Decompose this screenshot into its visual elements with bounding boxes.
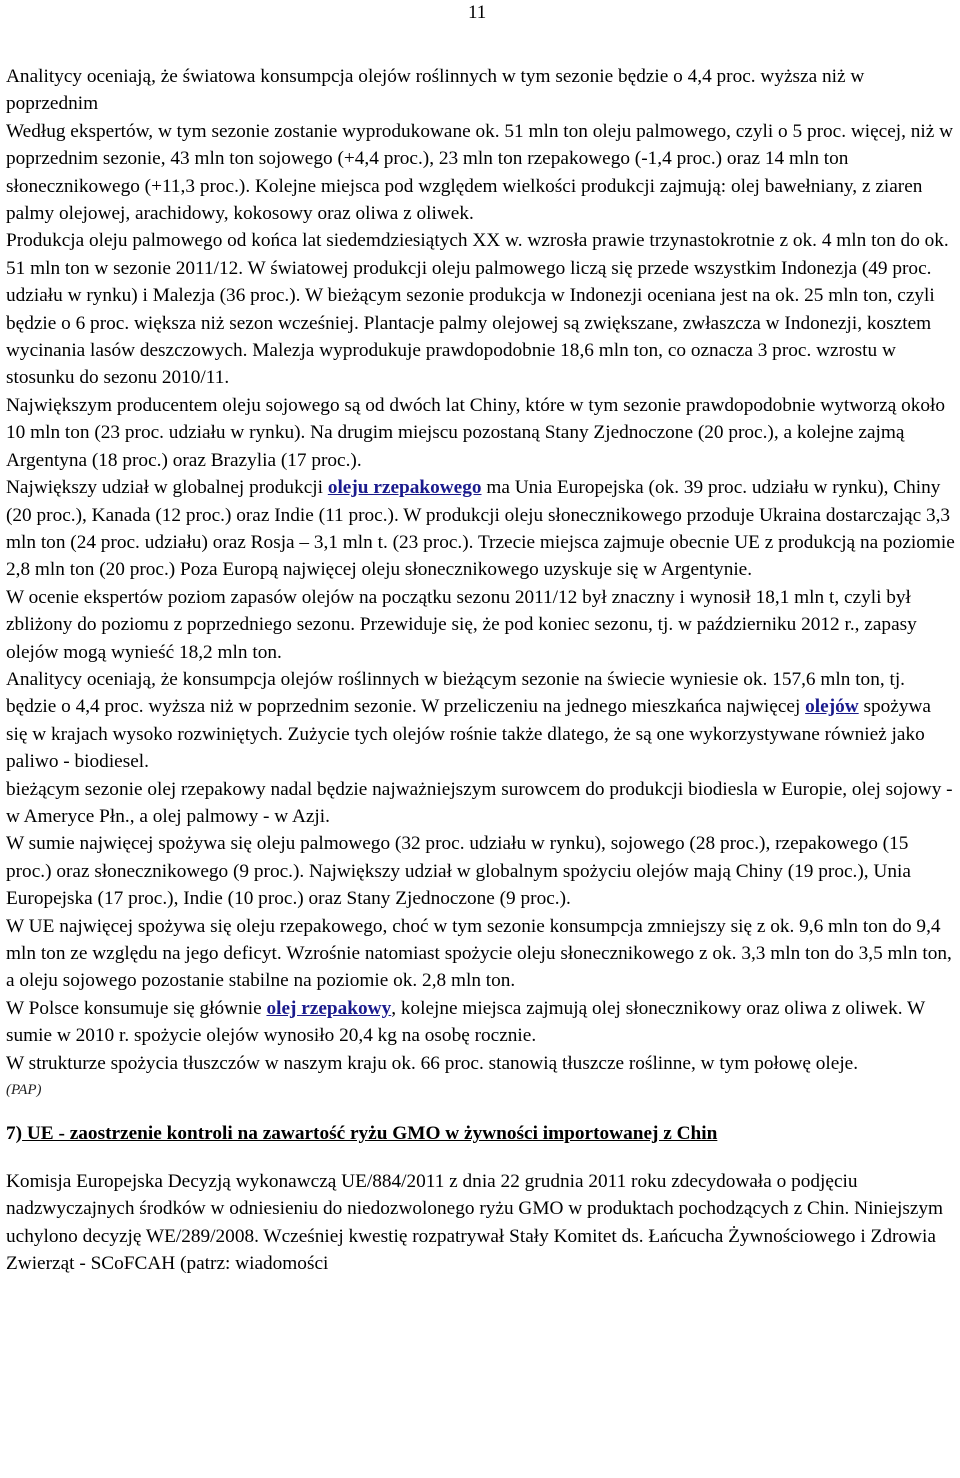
section-number: 7) xyxy=(6,1123,23,1145)
paragraph-consumption-intro: Analitycy oceniają, że światowa konsumpcja olejów roślinnych w tym sezonie będzie o 4,4 proc. wyższa niż w poprzednim xyxy=(6,66,865,115)
text-segment: Analitycy oceniają, że konsumpcja olejów roślinnych w bieżącym sezonie na świecie wyniesie ok. 157,6 mln ton, tj. będzie o 4,4 proc. wyższa niż w poprzednim sezonie. W przeliczeniu na jednego mieszkańca najwięcej xyxy=(6,668,906,718)
section-title: UE - zaostrzenie kontroli na zawartość ryżu GMO w żywności importowanej z Chin xyxy=(22,1123,718,1145)
paragraph-gmo-rice: Komisja Europejska Decyzją wykonawczą UE/884/2011 z dnia 22 grudnia 2011 roku zdecydowała o podjęciu nadzwyczajnych środków w odniesieniu do niedozwolonego ryżu GMO w produktach pochodzących z Chin. Niniejszym uchylono decyzję WE/289/2008. Wcześniej kwestię rozpatrywał Stały Komitet ds. Łańcucha Żywnościowego i Zdrowia Zwierząt - SCoFCAH (patrz: wiadomości xyxy=(6,1170,944,1275)
text-segment: , kolejne miejsca zajmują olej słonecznikowy oraz oliwa z oliwek. W sumie w 2010 r. spożycie olejów wynosiło 20,4 kg na osobę rocznie. xyxy=(6,997,925,1047)
source-credit: (PAP) xyxy=(6,1082,42,1099)
paragraph-consumption xyxy=(6,666,956,776)
paragraph-consumption-shares: W sumie najwięcej spożywa się oleju palmowego (32 proc. udziału w rynku), sojowego (28 proc.), rzepakowego (15 proc.) oraz słonecznikowego (9 proc.). Największy udział w globalnym spożyciu olejów mają Chiny (19 proc.), Unia Europejska (17 proc.), Indie (10 proc.) oraz Stany Zjednoczone (9 proc.). xyxy=(6,833,911,910)
paragraph-eu-consumption: W UE najwięcej spożywa się oleju rzepakowego, choć w tym sezonie konsumpcja zmniejszy się z ok. 9,6 mln ton do 9,4 mln ton ze względu na jego deficyt. Wzrośnie natomiast spożycie oleju słonecznikowego z ok. 3,3 mln ton do 3,5 mln ton, a oleju sojowego pozostanie stabilne na poziomie ok. 2,8 mln ton. xyxy=(6,915,952,992)
text-segment: W Polsce konsumuje się głównie xyxy=(6,997,267,1019)
paragraph-stocks: W ocenie ekspertów poziom zapasów olejów na początku sezonu 2011/12 był znaczny i wynosił 18,1 mln t, czyli był zbliżony do poziomu z poprzedniego sezonu. Przewiduje się, że pod koniec sezonu, tj. w październiku 2012 r., zapasy olejów mogą wynieść 18,2 mln ton. xyxy=(6,586,917,663)
link-olej-rzepakowy-pl[interactable]: olej rzepakowy xyxy=(266,997,392,1019)
paragraph-production-forecast: Według ekspertów, w tym sezonie zostanie wyprodukowane ok. 51 mln ton oleju palmowego, czyli o 5 proc. więcej, niż w poprzednim sezonie, 43 mln ton sojowego (+4,4 proc.), 23 mln ton rzepakowego (-1,4 proc.) oraz 14 mln ton słonecznikowego (+11,3 proc.). Kolejne miejsca pod względem wielkości produkcji zajmują: olej bawełniany, z ziaren palmy olejowej, arachidowy, kokosowy oraz oliwa z oliwek. xyxy=(6,120,954,225)
paragraph-biodiesel: bieżącym sezonie olej rzepakowy nadal będzie najważniejszym surowcem do produkcji biodiesla w Europie, olej sojowy - w Ameryce Płn., a olej palmowy - w Azji. xyxy=(6,778,953,827)
section-heading xyxy=(6,1120,956,1147)
text-segment: ma Unia Europejska (ok. 39 proc. udziału w rynku), Chiny (20 proc.), Kanada (12 proc.) oraz Indie (11 proc.). W produkcji oleju słonecznikowego przoduje Ukraina dostarczając 3,3 mln ton (24 proc. udziału) oraz Rosja – 3,1 mln t. (23 proc.). Trzecie miejsca zajmuje obecnie UE z produkcją na poziomie 2,8 mln ton (20 proc.) Poza Europą najwięcej oleju słonecznikowego uzyskuje się w Argentynie. xyxy=(6,477,955,581)
paragraph-fat-structure: W strukturze spożycia tłuszczów w naszym kraju ok. 66 proc. stanowią tłuszcze roślinne, w tym połowę oleje. xyxy=(6,1052,859,1074)
link-olejow[interactable]: olejów xyxy=(805,696,859,718)
document-body xyxy=(6,63,956,1277)
paragraph-rapeseed-share xyxy=(6,474,956,584)
paragraph-palm-oil: Produkcja oleju palmowego od końca lat siedemdziesiątych XX w. wzrosła prawie trzynastokrotnie z ok. 4 mln ton do ok. 51 mln ton w sezonie 2011/12. W światowej produkcji oleju palmowego liczą się przede wszystkim Indonezja (49 proc. udziału w rynku) i Malezja (36 proc.). W bieżącym sezonie produkcja w Indonezji oceniana jest na ok. 25 mln ton, czyli będzie o 6 proc. większa niż sezon wcześniej. Plantacje palmy olejowej są zwiększane, zwłaszcza w Indonezji, kosztem wycinania lasów deszczowych. Malezja wyprodukuje prawdopodobnie 18,6 mln ton, co oznacza 3 proc. wzrostu w stosunku do sezonu 2010/11. xyxy=(6,230,949,389)
text-segment: spożywa się w krajach wysoko rozwiniętych. Zużycie tych olejów rośnie także dlatego, że są one wykorzystywane również jako paliwo - biodiesel. xyxy=(6,696,931,773)
text-segment: Największy udział w globalnej produkcji xyxy=(6,477,328,499)
paragraph-poland xyxy=(6,995,956,1050)
paragraph-soy-oil: Największym producentem oleju sojowego są od dwóch lat Chiny, które w tym sezonie prawdopodobnie wytworzą około 10 mln ton (23 proc. udziału w rynku). Na drugim miejscu pozostaną Stany Zjednoczone (20 proc.), a kolejne zajmą Argentyna (18 proc.) oraz Brazylia (17 proc.). xyxy=(6,394,946,471)
link-olej-rzepakowy[interactable]: oleju rzepakowego xyxy=(327,477,482,499)
page-number: 11 xyxy=(468,2,487,23)
